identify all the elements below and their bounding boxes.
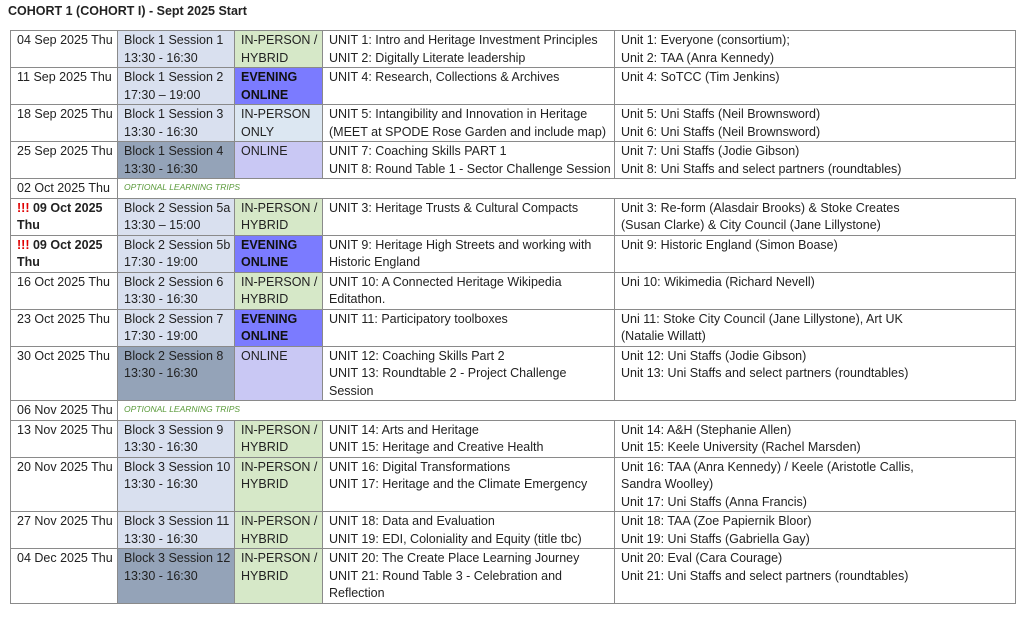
mode-cell: IN-PERSON / HYBRID <box>235 272 323 309</box>
table-row <box>11 309 1016 346</box>
mode-cell: EVENING ONLINE <box>235 309 323 346</box>
block-cell: Block 3 Session 9 13:30 - 16:30 <box>118 420 235 457</box>
staff-cell: Unit 12: Uni Staffs (Jodie Gibson) Unit 13: Uni Staffs and select partners (roundtables) <box>615 346 1016 401</box>
block-cell: Block 2 Session 6 13:30 - 16:30 <box>118 272 235 309</box>
unit-cell: UNIT 7: Coaching Skills PART 1 UNIT 8: Round Table 1 - Sector Challenge Session <box>323 142 615 179</box>
table-row <box>11 105 1016 142</box>
block-cell: Block 3 Session 12 13:30 - 16:30 <box>118 549 235 604</box>
date-cell: 11 Sep 2025 Thu <box>11 68 118 105</box>
block-cell: Block 1 Session 2 17:30 – 19:00 <box>118 68 235 105</box>
unit-cell: UNIT 11: Participatory toolboxes <box>323 309 615 346</box>
date-cell: 16 Oct 2025 Thu <box>11 272 118 309</box>
block-cell: Block 2 Session 7 17:30 - 19:00 <box>118 309 235 346</box>
unit-cell: UNIT 9: Heritage High Streets and working with Historic England <box>323 235 615 272</box>
staff-cell: Unit 4: SoTCC (Tim Jenkins) <box>615 68 1016 105</box>
date-cell: 18 Sep 2025 Thu <box>11 105 118 142</box>
date-cell: 13 Nov 2025 Thu <box>11 420 118 457</box>
staff-cell: Unit 7: Uni Staffs (Jodie Gibson) Unit 8: Uni Staffs and select partners (roundtables) <box>615 142 1016 179</box>
table-row <box>11 142 1016 179</box>
alert-mark: !!! <box>17 200 30 215</box>
staff-cell: Uni 11: Stoke City Council (Jane Lillystone), Art UK (Natalie Willatt) <box>615 309 1016 346</box>
date-cell: 30 Oct 2025 Thu <box>11 346 118 401</box>
block-cell: Block 3 Session 10 13:30 - 16:30 <box>118 457 235 512</box>
table-row <box>11 272 1016 309</box>
unit-cell: UNIT 18: Data and Evaluation UNIT 19: EDI, Coloniality and Equity (title tbc) <box>323 512 615 549</box>
unit-cell: UNIT 16: Digital Transformations UNIT 17: Heritage and the Climate Emergency <box>323 457 615 512</box>
table-row <box>11 68 1016 105</box>
page-title: COHORT 1 (COHORT I) - Sept 2025 Start <box>8 4 247 18</box>
unit-cell: UNIT 4: Research, Collections & Archives <box>323 68 615 105</box>
mode-cell: IN-PERSON ONLY <box>235 105 323 142</box>
block-cell: Block 2 Session 8 13:30 - 16:30 <box>118 346 235 401</box>
table-row <box>11 346 1016 401</box>
unit-cell: UNIT 10: A Connected Heritage Wikipedia Editathon. <box>323 272 615 309</box>
date-cell: 27 Nov 2025 Thu <box>11 512 118 549</box>
staff-cell: Uni 10: Wikimedia (Richard Nevell) <box>615 272 1016 309</box>
unit-cell: UNIT 20: The Create Place Learning Journey UNIT 21: Round Table 3 - Celebration and Reflection <box>323 549 615 604</box>
staff-cell: Unit 16: TAA (Anra Kennedy) / Keele (Aristotle Callis, Sandra Woolley) Unit 17: Uni Staffs (Anna Francis) <box>615 457 1016 512</box>
unit-cell: UNIT 5: Intangibility and Innovation in Heritage (MEET at SPODE Rose Garden and include map) <box>323 105 615 142</box>
staff-cell: Unit 18: TAA (Zoe Papiernik Bloor) Unit 19: Uni Staffs (Gabriella Gay) <box>615 512 1016 549</box>
table-row <box>11 401 1016 421</box>
staff-cell: Unit 9: Historic England (Simon Boase) <box>615 235 1016 272</box>
mode-cell: EVENING ONLINE <box>235 68 323 105</box>
date-cell: 02 Oct 2025 Thu <box>11 179 118 199</box>
table-row <box>11 179 1016 199</box>
mode-cell: ONLINE <box>235 142 323 179</box>
date-cell: 04 Dec 2025 Thu <box>11 549 118 604</box>
date-cell: 25 Sep 2025 Thu <box>11 142 118 179</box>
block-cell: Block 2 Session 5a 13:30 – 15:00 <box>118 198 235 235</box>
table-row <box>11 549 1016 604</box>
schedule-table <box>10 30 1016 604</box>
mode-cell: IN-PERSON / HYBRID <box>235 512 323 549</box>
mode-cell: IN-PERSON / HYBRID <box>235 420 323 457</box>
table-row <box>11 235 1016 272</box>
optional-trips-note: OPTIONAL LEARNING TRIPS <box>118 179 1016 199</box>
staff-cell: Unit 14: A&H (Stephanie Allen) Unit 15: Keele University (Rachel Marsden) <box>615 420 1016 457</box>
block-cell: Block 1 Session 3 13:30 - 16:30 <box>118 105 235 142</box>
unit-cell: UNIT 12: Coaching Skills Part 2 UNIT 13: Roundtable 2 - Project Challenge Session <box>323 346 615 401</box>
block-cell: Block 2 Session 5b 17:30 - 19:00 <box>118 235 235 272</box>
table-row <box>11 198 1016 235</box>
date-cell: 04 Sep 2025 Thu <box>11 31 118 68</box>
date-cell: 20 Nov 2025 Thu <box>11 457 118 512</box>
mode-cell: IN-PERSON / HYBRID <box>235 457 323 512</box>
block-cell: Block 3 Session 11 13:30 - 16:30 <box>118 512 235 549</box>
table-row <box>11 420 1016 457</box>
staff-cell: Unit 5: Uni Staffs (Neil Brownsword) Unit 6: Uni Staffs (Neil Brownsword) <box>615 105 1016 142</box>
unit-cell: UNIT 14: Arts and Heritage UNIT 15: Heritage and Creative Health <box>323 420 615 457</box>
table-row <box>11 31 1016 68</box>
staff-cell: Unit 1: Everyone (consortium); Unit 2: TAA (Anra Kennedy) <box>615 31 1016 68</box>
date-cell: !!! 09 Oct 2025 Thu <box>11 235 118 272</box>
mode-cell: IN-PERSON / HYBRID <box>235 549 323 604</box>
alert-mark: !!! <box>17 237 30 252</box>
date-cell: 06 Nov 2025 Thu <box>11 401 118 421</box>
block-cell: Block 1 Session 4 13:30 - 16:30 <box>118 142 235 179</box>
mode-cell: IN-PERSON / HYBRID <box>235 31 323 68</box>
table-row <box>11 457 1016 512</box>
unit-cell: UNIT 3: Heritage Trusts & Cultural Compacts <box>323 198 615 235</box>
table-row <box>11 512 1016 549</box>
mode-cell: EVENING ONLINE <box>235 235 323 272</box>
mode-cell: ONLINE <box>235 346 323 401</box>
staff-cell: Unit 3: Re-form (Alasdair Brooks) & Stoke Creates (Susan Clarke) & City Council (Jane Lillystone) <box>615 198 1016 235</box>
unit-cell: UNIT 1: Intro and Heritage Investment Principles UNIT 2: Digitally Literate leadership <box>323 31 615 68</box>
block-cell: Block 1 Session 1 13:30 - 16:30 <box>118 31 235 68</box>
mode-cell: IN-PERSON / HYBRID <box>235 198 323 235</box>
optional-trips-note: OPTIONAL LEARNING TRIPS <box>118 401 1016 421</box>
date-cell: !!! 09 Oct 2025 Thu <box>11 198 118 235</box>
date-cell: 23 Oct 2025 Thu <box>11 309 118 346</box>
staff-cell: Unit 20: Eval (Cara Courage) Unit 21: Uni Staffs and select partners (roundtables) <box>615 549 1016 604</box>
